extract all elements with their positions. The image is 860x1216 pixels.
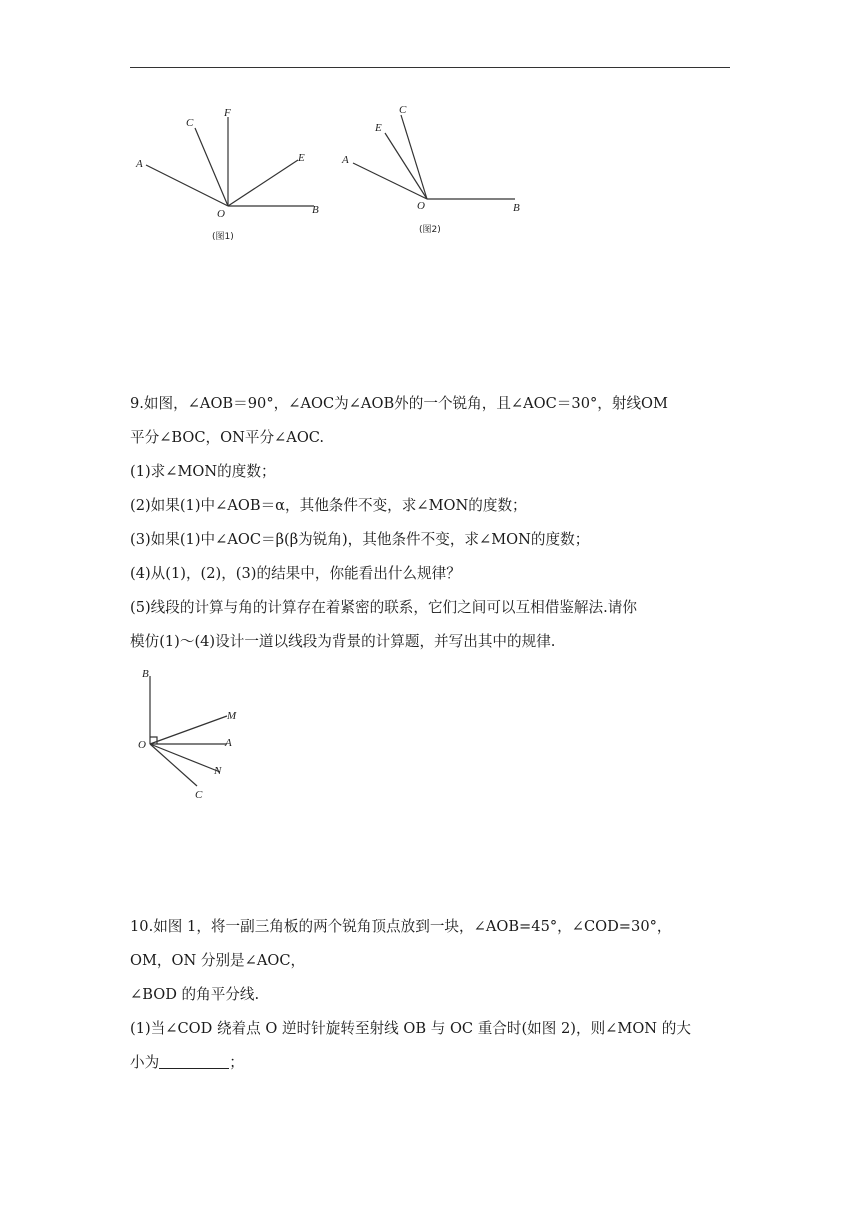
problem-9-line-2: 平分∠BOC，ON平分∠AOC. bbox=[130, 429, 325, 446]
label-F: F bbox=[224, 107, 231, 119]
problem-9-q5-a: (5)线段的计算与角的计算存在着紧密的联系，它们之间可以互相借鉴解法.请你 bbox=[130, 599, 637, 616]
problem-10-q1-b bbox=[130, 1053, 740, 1073]
problem-9-q5-b: 模仿(1)～(4)设计一道以线段为背景的计算题，并写出其中的规律. bbox=[130, 633, 556, 650]
label-E: E bbox=[375, 122, 382, 134]
problem-10-line-3: ∠BOD 的角平分线. bbox=[130, 986, 260, 1003]
problem-9-q4: (4)从(1)，(2)，(3)的结果中，你能看出什么规律？ bbox=[130, 565, 461, 582]
label-B: B bbox=[513, 202, 520, 214]
label-O: O bbox=[217, 208, 225, 220]
label-E: E bbox=[298, 152, 305, 164]
answer-blank[interactable] bbox=[159, 1054, 229, 1069]
figure-2 bbox=[335, 95, 535, 245]
header-rule bbox=[130, 67, 730, 68]
label-C: C bbox=[195, 789, 203, 801]
label-O: O bbox=[138, 739, 146, 751]
label-N: N bbox=[214, 765, 222, 777]
label-B: B bbox=[142, 668, 149, 680]
problem-9-q1: (1)求∠MON的度数； bbox=[130, 463, 276, 480]
q1-suffix: ； bbox=[229, 1054, 244, 1071]
figure-problem-9 bbox=[135, 660, 255, 805]
label-O: O bbox=[417, 200, 425, 212]
label-C: C bbox=[399, 104, 407, 116]
problem-10-line-1: 10.如图 1，将一副三角板的两个锐角顶点放到一块，∠AOB=45°，∠COD=30°， bbox=[130, 918, 672, 935]
label-M: M bbox=[227, 710, 237, 722]
label-A: A bbox=[342, 154, 349, 166]
problem-10-line-2: OM，ON 分别是∠AOC， bbox=[130, 952, 306, 969]
label-C: C bbox=[186, 117, 194, 129]
figure-1-caption: (图1) bbox=[212, 232, 234, 242]
problem-10-q1-a: (1)当∠COD 绕着点 O 逆时针旋转至射线 OB 与 OC 重合时(如图 2)，则∠MON 的大 bbox=[130, 1020, 691, 1037]
q1-prefix: 小为 bbox=[130, 1054, 160, 1071]
figure-1 bbox=[130, 100, 330, 250]
label-A: A bbox=[225, 737, 232, 749]
problem-9-q2: (2)如果(1)中∠AOB＝α，其他条件不变，求∠MON的度数； bbox=[130, 497, 527, 514]
problem-9-q3: (3)如果(1)中∠AOC＝β(β为锐角)，其他条件不变，求∠MON的度数； bbox=[130, 531, 590, 548]
problem-9-line-1: 9.如图，∠AOB＝90°，∠AOC为∠AOB外的一个锐角，且∠AOC＝30°，射线OM bbox=[130, 395, 668, 412]
label-B: B bbox=[312, 204, 319, 216]
label-A: A bbox=[136, 158, 143, 170]
figure-2-caption: (图2) bbox=[419, 225, 441, 235]
